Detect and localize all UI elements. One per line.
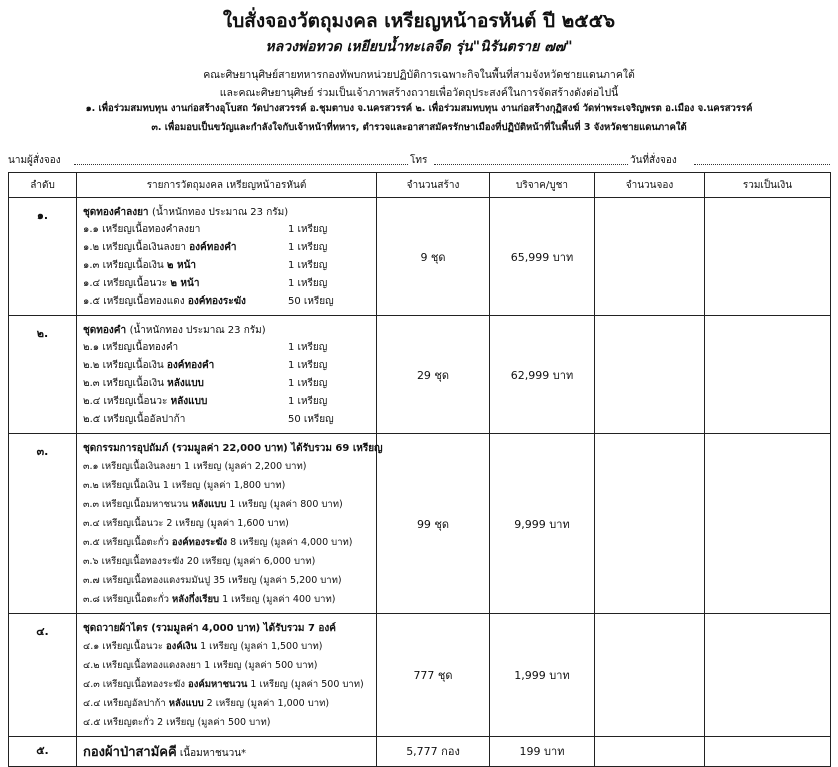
date-field[interactable] <box>694 164 830 165</box>
reserve-qty-cell[interactable] <box>595 198 705 316</box>
row-number: ๑. <box>9 198 77 316</box>
list-item: ๔.๓ เหรียญเนื้อทองระฆัง องค์มหาชนวน 1 เหรียญ (มูลค่า 500 บาท) <box>83 679 364 690</box>
row-number: ๔. <box>9 614 77 737</box>
donation-price: 1,999 บาท <box>490 614 595 737</box>
list-item: ๒.๒ เหรียญเนื้อเงิน องค์ทองคำ 1 เหรียญ <box>83 360 328 371</box>
purpose-line-3: ๓. เพื่อมอบเป็นขวัญและกำลังใจกับเจ้าหน้าที่ทหาร, ตำรวจและอาสาสมัครรักษาเมืองที่ปฏิบัติหน้าที่ในพื้นที่ 3 จังหวัดชายแดนภาคใต้ <box>151 122 687 133</box>
row-number: ๕. <box>9 737 77 767</box>
list-item: ๒.๓ เหรียญเนื้อเงิน หลังแบบ 1 เหรียญ <box>83 378 328 389</box>
table-row <box>9 316 831 434</box>
list-item: ๔.๕ เหรียญตะกั่ว 2 เหรียญ (มูลค่า 500 บาท) <box>83 717 271 728</box>
list-item: ๔.๔ เหรียญอัลปาก้า หลังแบบ 2 เหรียญ (มูลค่า 1,000 บาท) <box>83 698 330 709</box>
name-field[interactable] <box>74 164 408 165</box>
list-item: ๑.๔ เหรียญเนื้อนวะ ๒ หน้า 1 เหรียญ <box>83 278 328 289</box>
set-note: (น้ำหนักทอง ประมาณ 23 กรัม) <box>152 207 289 218</box>
row-items <box>77 198 377 316</box>
total-cell[interactable] <box>705 737 831 767</box>
row-items <box>77 737 377 767</box>
list-item: ๔.๒ เหรียญเนื้อทองแดงลงยา 1 เหรียญ (มูลค่า 500 บาท) <box>83 660 318 671</box>
list-item: ๒.๑ เหรียญเนื้อทองคำ 1 เหรียญ <box>83 342 328 353</box>
table-row <box>9 434 831 614</box>
col-header-reserve-qty: จำนวนจอง <box>595 173 705 198</box>
date-label: วันที่สั่งจอง <box>630 155 677 166</box>
produced-amount: 99 ชุด <box>377 434 490 614</box>
list-item: ๔.๑ เหรียญเนื้อนวะ องค์เงิน 1 เหรียญ (มูลค่า 1,500 บาท) <box>83 641 323 652</box>
total-cell[interactable] <box>705 198 831 316</box>
set-title: ชุดถวายผ้าไตร (รวมมูลค่า 4,000 บาท) ได้รับรวม 7 องค์ <box>83 623 336 634</box>
total-cell[interactable] <box>705 434 831 614</box>
list-item: ๑.๑ เหรียญเนื้อทองคำลงยา 1 เหรียญ <box>83 224 328 235</box>
set-title: ชุดกรรมการอุปถัมภ์ (รวมมูลค่า 22,000 บาท) ได้รับรวม 69 เหรียญ <box>83 443 383 454</box>
list-item: ๓.๔ เหรียญเนื้อนวะ 2 เหรียญ (มูลค่า 1,600 บาท) <box>83 518 289 529</box>
name-label: นามผู้สั่งจอง <box>8 155 61 166</box>
row-items <box>77 434 383 614</box>
list-item: ๓.๘ เหรียญเนื้อตะกั่ว หลังกึ่งเรียบ 1 เหรียญ (มูลค่า 400 บาท) <box>83 594 336 605</box>
donation-price: 62,999 บาท <box>490 316 595 434</box>
reserve-qty-cell[interactable] <box>595 737 705 767</box>
list-item: ๓.๒ เหรียญเนื้อเงิน 1 เหรียญ (มูลค่า 1,800 บาท) <box>83 480 286 491</box>
col-header-items: รายการวัตถุมงคล เหรียญหน้าอรหันต์ <box>77 173 377 198</box>
col-header-total: รวมเป็นเงิน <box>705 173 831 198</box>
total-cell[interactable] <box>705 316 831 434</box>
produced-amount: 777 ชุด <box>377 614 490 737</box>
list-item: ๓.๖ เหรียญเนื้อทองระฆัง 20 เหรียญ (มูลค่า 6,000 บาท) <box>83 556 316 567</box>
col-header-no: ลำดับ <box>9 173 77 198</box>
organizer-line: คณะศิษยานุศิษย์สายทหารกองทัพบกหน่วยปฏิบัติการเฉพาะกิจในพื้นที่สามจังหวัดชายแดนภาคใต้ <box>203 69 635 81</box>
donation-price: 199 บาท <box>490 737 595 767</box>
produced-amount: 29 ชุด <box>377 316 490 434</box>
list-item: ๑.๓ เหรียญเนื้อเงิน ๒ หน้า 1 เหรียญ <box>83 260 328 271</box>
order-table <box>8 172 831 767</box>
list-item: ๓.๗ เหรียญเนื้อทองแดงรมมันปู 35 เหรียญ (มูลค่า 5,200 บาท) <box>83 575 342 586</box>
document-title: ใบสั่งจองวัตถุมงคล เหรียญหน้าอรหันต์ ปี ๒๕๕๖ <box>222 10 616 32</box>
phone-label: โทร <box>410 155 428 166</box>
list-item: ๒.๕ เหรียญเนื้ออัลปาก้า 50 เหรียญ <box>83 414 334 425</box>
produced-amount: 5,777 กอง <box>377 737 490 767</box>
set-title: ชุดทองคำ <box>83 325 127 336</box>
table-row <box>9 614 831 737</box>
set-note: เนื้อมหาชนวน* <box>179 748 247 759</box>
col-header-donation: บริจาค/บูชา <box>490 173 595 198</box>
row-items <box>77 316 377 434</box>
table-header-row <box>9 173 831 198</box>
purpose-line-1-2: ๑. เพื่อร่วมสมทบทุน งานก่อสร้างอุโบสถ วัดปางสวรรค์ อ.ชุมตาบง จ.นครสวรรค์ ๒. เพื่อร่วมสมทบทุน งานก่อสร้างกุฏิสงฆ์ วัดท่าพระเจริญพรต อ.เมือง จ.นครสวรรค์ <box>85 103 753 114</box>
table-row <box>9 198 831 316</box>
produced-amount: 9 ชุด <box>377 198 490 316</box>
set-note: (น้ำหนักทอง ประมาณ 23 กรัม) <box>129 325 266 336</box>
list-item: ๑.๒ เหรียญเนื้อเงินลงยา องค์ทองคำ 1 เหรียญ <box>83 242 328 253</box>
list-item: ๓.๑ เหรียญเนื้อเงินลงยา 1 เหรียญ (มูลค่า 2,200 บาท) <box>83 461 307 472</box>
col-header-produced: จำนวนสร้าง <box>377 173 490 198</box>
host-line: และคณะศิษยานุศิษย์ ร่วมเป็นเจ้าภาพสร้างถวายเพื่อวัตถุประสงค์ในการจัดสร้างดังต่อไปนี้ <box>219 87 619 99</box>
reserve-qty-cell[interactable] <box>595 316 705 434</box>
list-item: ๓.๓ เหรียญเนื้อมหาชนวน หลังแบบ 1 เหรียญ (มูลค่า 800 บาท) <box>83 499 343 510</box>
row-number: ๒. <box>9 316 77 434</box>
table-row <box>9 737 831 767</box>
donation-price: 9,999 บาท <box>490 434 595 614</box>
donation-price: 65,999 บาท <box>490 198 595 316</box>
list-item: ๑.๕ เหรียญเนื้อทองแดง องค์ทองระฆัง 50 เหรียญ <box>83 296 334 307</box>
document-subtitle: หลวงพ่อทวด เหยียบน้ำทะเลจืด รุ่น"นิรันตราย ๗๗" <box>265 39 573 55</box>
row-items <box>77 614 377 737</box>
list-item: ๒.๔ เหรียญเนื้อนวะ หลังแบบ 1 เหรียญ <box>83 396 328 407</box>
set-title: กองผ้าป่าสามัคคี <box>83 745 177 760</box>
row-number: ๓. <box>9 434 77 614</box>
reserve-qty-cell[interactable] <box>595 614 705 737</box>
reserve-qty-cell[interactable] <box>595 434 705 614</box>
order-form-fields <box>8 153 830 167</box>
set-title: ชุดทองคำลงยา <box>83 207 149 218</box>
total-cell[interactable] <box>705 614 831 737</box>
phone-field[interactable] <box>434 164 628 165</box>
list-item: ๓.๕ เหรียญเนื้อตะกั่ว องค์ทองระฆัง 8 เหรียญ (มูลค่า 4,000 บาท) <box>83 537 353 548</box>
